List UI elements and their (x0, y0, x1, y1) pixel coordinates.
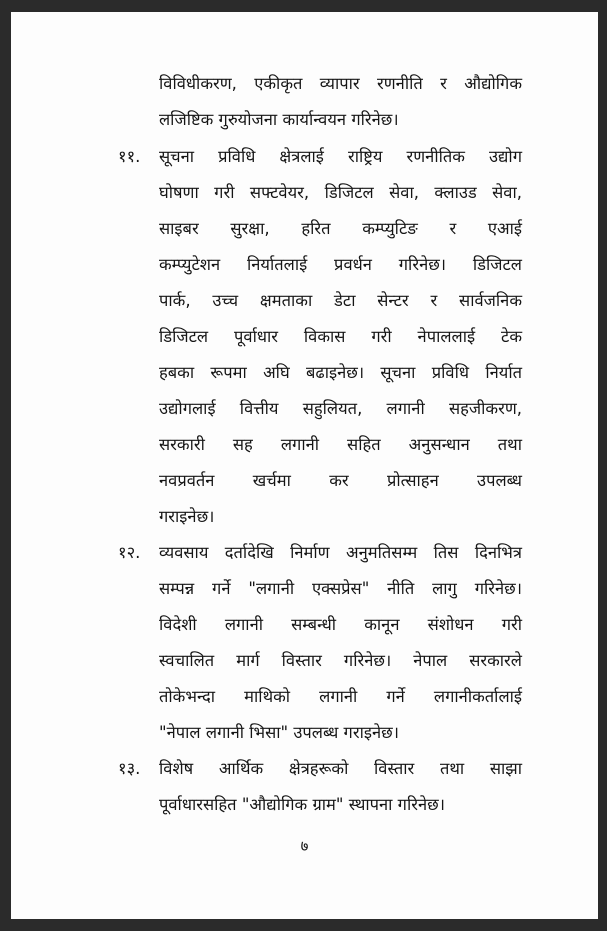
item-number: ११. (118, 147, 141, 166)
text-line: घोषणा गरी सफ्टवेयर, डिजिटल सेवा, क्लाउड सेवा, (159, 183, 522, 202)
text-line: "नेपाल लगानी भिसा" उपलब्ध गराइनेछ। (159, 723, 399, 742)
text-line: डिजिटल पूर्वाधार विकास गरी नेपाललाई टेक (159, 327, 522, 346)
text-line: विशेष आर्थिक क्षेत्रहरूको विस्तार तथा साझा (159, 759, 522, 778)
text-line: व्यवसाय दर्तादेखि निर्माण अनुमतिसम्म तिस दिनभित्र (159, 543, 522, 562)
text-line: गराइनेछ। (159, 507, 215, 526)
text-line: स्वचालित मार्ग विस्तार गरिनेछ। नेपाल सरकारले (159, 651, 522, 670)
text-line: सम्पन्न गर्ने "लगानी एक्सप्रेस" नीति लागु गरिनेछ। (159, 579, 522, 598)
text-line: विदेशी लगानी सम्बन्धी कानून संशोधन गरी (159, 615, 522, 634)
text-line: सूचना प्रविधि क्षेत्रलाई राष्ट्रिय रणनीतिक उद्योग (159, 147, 522, 166)
text-line: विविधीकरण, एकीकृत व्यापार रणनीति र औद्योगिक (159, 74, 522, 93)
text-line: लजिष्टिक गुरुयोजना कार्यान्वयन गरिनेछ। (159, 110, 399, 129)
text-line: साइबर सुरक्षा, हरित कम्प्युटिङ र एआई (159, 219, 522, 238)
item-number: १२. (118, 543, 141, 562)
text-line: पार्क, उच्च क्षमताका डेटा सेन्टर र सार्वजनिक (159, 291, 522, 310)
text-line: सरकारी सह लगानी सहित अनुसन्धान तथा (159, 435, 522, 454)
document-page (11, 12, 598, 919)
page-number: ७ (300, 837, 309, 855)
text-line: उद्योगलाई वित्तीय सहुलियत, लगानी सहजीकरण, (159, 399, 522, 418)
text-line: हबका रूपमा अघि बढाइनेछ। सूचना प्रविधि निर्यात (159, 363, 522, 382)
text-line: नवप्रवर्तन खर्चमा कर प्रोत्साहन उपलब्ध (159, 471, 522, 490)
text-line: तोकेभन्दा माथिको लगानी गर्ने लगानीकर्तालाई (159, 687, 522, 706)
text-line: कम्प्युटेशन निर्यातलाई प्रवर्धन गरिनेछ। डिजिटल (159, 255, 522, 274)
text-line: पूर्वाधारसहित "औद्योगिक ग्राम" स्थापना गरिनेछ। (159, 795, 445, 814)
item-number: १३. (118, 759, 141, 778)
